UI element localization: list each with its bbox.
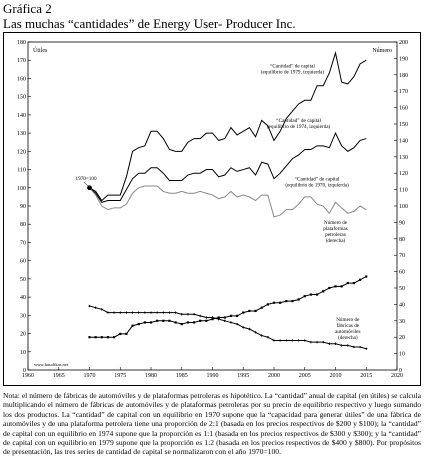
data-point: [138, 311, 140, 313]
data-point: [125, 311, 127, 313]
data-point: [365, 347, 367, 349]
y-right-tick-label: 60: [399, 269, 405, 276]
data-point: [279, 302, 281, 304]
data-point: [310, 293, 312, 295]
y-right-tick-label: 0: [399, 368, 402, 374]
series-line-1: [90, 133, 367, 202]
data-point: [168, 320, 170, 322]
y-left-tick-label: 130: [17, 131, 26, 138]
y-left-tick-label: 120: [17, 149, 26, 156]
data-point: [242, 312, 244, 314]
data-point: [131, 325, 133, 327]
data-point: [175, 321, 177, 323]
y-right-tick-label: 120: [399, 171, 408, 178]
series-annotation-line: fábricas de: [336, 322, 360, 329]
data-point: [150, 321, 152, 323]
y-left-tick-label: 160: [17, 76, 26, 83]
y-left-tick-label: 100: [17, 185, 26, 192]
series-annotation: [323, 220, 348, 244]
data-point: [341, 285, 343, 287]
source-label: www.hasolikas.net: [34, 362, 68, 367]
y-right-tick-label: 130: [399, 154, 408, 161]
y-left-tick-label: 20: [20, 331, 26, 338]
series-annotation-line: “Cantidad” de capital: [276, 118, 321, 125]
series-annotation-line: automóviles: [335, 328, 361, 335]
data-point: [187, 321, 189, 323]
data-point: [347, 282, 349, 284]
data-point: [150, 311, 152, 313]
data-point: [224, 316, 226, 318]
data-point: [334, 343, 336, 345]
data-point: [248, 310, 250, 312]
series-annotation-line: Número de: [323, 220, 348, 227]
data-point: [316, 341, 318, 343]
data-point: [322, 341, 324, 343]
data-point: [304, 295, 306, 297]
y-right-tick-label: 10: [399, 351, 405, 358]
data-point: [187, 313, 189, 315]
x-tick-label: 1990: [206, 373, 219, 379]
chart-note: Nota: el número de fábricas de automóviles y de plataformas petroleras es hipotético. La “cantidad” anual de capital (en útiles) se calcula multiplicando el número de fábricas de automóviles y de plataformas petroleras por su precio de equilibrio respectivo y luego sumando los dos productos. La “cantidad” de capital con un equilibrio en 1970 supone que la “capacidad para generar útiles” de una fábrica de automóviles y de una plataforma petrolera tiene una proporción de 2:1 (basada en los precios respectivos de $200 y $100); la “cantidad” de capital con un equilibrio en 1974 supone que la proporción es 1:1 (basada en los precios respectivos de $300 y $300); y la “cantidad” de capital con un equilibrio en 1979 supone que la proporción es 1:2 (basada en los precios respectivos de $400 y $800). Por propósitos de presentación, las tres series de cantidad de capital se normalizaron con el año 1970=100.: [3, 391, 421, 457]
y-left-tick-label: 60: [20, 258, 26, 265]
figure-caption: Las muchas “cantidades” de Energy User- Producer Inc.: [3, 16, 296, 31]
data-point: [113, 336, 115, 338]
data-point: [230, 315, 232, 317]
y-left-tick-label: 30: [20, 313, 26, 320]
y-right-tick-label: 160: [399, 105, 408, 112]
y-left-tick-label: 90: [20, 204, 26, 210]
x-tick-label: 2000: [268, 373, 280, 379]
data-point: [193, 313, 195, 315]
y-right-tick-label: 200: [399, 40, 408, 46]
data-point: [334, 285, 336, 287]
data-point: [156, 311, 158, 313]
data-point: [353, 282, 355, 284]
data-point: [285, 339, 287, 341]
data-point: [88, 305, 90, 307]
x-tick-label: 1995: [237, 373, 250, 379]
series-annotation-line: petroleras: [325, 232, 346, 239]
data-point: [347, 344, 349, 346]
y-right-tick-label: 70: [399, 253, 405, 260]
x-tick-label: 2015: [360, 373, 373, 379]
data-point: [273, 302, 275, 304]
data-point: [205, 316, 207, 318]
y-left-axis-label: Útiles: [33, 48, 48, 54]
series-annotation-line: Número de: [336, 316, 360, 323]
data-point: [119, 333, 121, 335]
y-right-tick-label: 110: [399, 187, 408, 194]
y-right-tick-label: 170: [399, 89, 408, 96]
y-left-tick-label: 80: [20, 222, 26, 229]
data-point: [205, 320, 207, 322]
x-tick-label: 1970: [83, 373, 96, 379]
y-left-tick-label: 70: [20, 240, 26, 247]
data-point: [359, 346, 361, 348]
data-point: [359, 279, 361, 281]
data-point: [328, 343, 330, 345]
data-point: [162, 320, 164, 322]
data-point: [119, 311, 121, 313]
data-point: [88, 336, 90, 338]
y-right-tick-label: 190: [399, 56, 408, 63]
x-tick-label: 1965: [52, 373, 65, 379]
y-right-tick-label: 50: [399, 286, 405, 292]
data-point: [181, 323, 183, 325]
data-point: [304, 339, 306, 341]
x-tick-label: 2010: [329, 373, 342, 379]
data-point: [353, 346, 355, 348]
y-right-tick-label: 80: [399, 236, 405, 243]
x-tick-label: 1960: [22, 373, 34, 379]
y-right-tick-label: 30: [399, 318, 405, 325]
data-point: [125, 333, 127, 335]
series-line-2: [90, 186, 367, 217]
data-point: [113, 311, 115, 313]
data-point: [279, 339, 281, 341]
y-right-tick-label: 90: [399, 220, 405, 227]
series-annotation-line: (derecha): [338, 334, 358, 341]
data-point: [291, 339, 293, 341]
y-right-axis-label: Número: [372, 48, 392, 54]
data-point: [144, 321, 146, 323]
data-point: [310, 341, 312, 343]
data-point: [174, 311, 176, 313]
y-left-tick-label: 150: [17, 94, 26, 101]
series-annotation-line: “Cantidad” de capital: [294, 176, 340, 183]
series-annotation-line: (equilibrio de 1979, izquierda): [260, 69, 325, 76]
data-point: [95, 336, 97, 338]
y-left-tick-label: 170: [17, 58, 26, 65]
data-point: [101, 336, 103, 338]
data-point: [254, 310, 256, 312]
y-right-tick-label: 100: [399, 204, 408, 210]
y-right-tick-label: 180: [399, 72, 408, 79]
x-tick-label: 2005: [298, 373, 311, 379]
data-point: [285, 300, 287, 302]
data-point: [316, 293, 318, 295]
data-point: [261, 307, 263, 309]
data-point: [131, 311, 133, 313]
data-point: [193, 321, 195, 323]
series-annotation-line: plataformas: [323, 226, 348, 233]
y-left-tick-label: 50: [20, 276, 26, 283]
series-line-3: [90, 277, 367, 338]
data-point: [144, 311, 146, 313]
series-annotation: [335, 317, 360, 341]
start-marker: [87, 185, 92, 190]
data-point: [365, 275, 367, 277]
data-point: [138, 323, 140, 325]
y-left-tick-label: 0: [23, 368, 26, 374]
data-point: [94, 306, 96, 308]
x-tick-label: 1975: [114, 373, 127, 379]
y-right-tick-label: 140: [399, 138, 408, 145]
data-point: [181, 313, 183, 315]
series-annotation: [261, 63, 325, 76]
start-marker-label: 1970=100: [75, 175, 97, 182]
x-tick-label: 1985: [175, 373, 188, 379]
data-point: [267, 303, 269, 305]
data-point: [168, 311, 170, 313]
data-point: [199, 315, 201, 317]
y-left-tick-label: 110: [17, 167, 26, 174]
data-point: [328, 287, 330, 289]
y-left-tick-label: 140: [17, 112, 26, 119]
data-point: [156, 320, 158, 322]
data-point: [199, 320, 201, 322]
data-point: [162, 311, 164, 313]
data-point: [224, 320, 226, 322]
figure-number: Gráfica 2: [3, 1, 52, 16]
y-right-tick-label: 150: [399, 122, 408, 128]
series-annotation: [267, 117, 331, 130]
data-point: [291, 300, 293, 302]
y-left-tick-label: 180: [17, 40, 26, 46]
y-right-tick-label: 40: [399, 302, 405, 309]
series-annotation-line: (equilibrio de 1974, izquierda): [266, 124, 331, 131]
series-annotation-line: “Cantidad” de capital: [270, 63, 315, 70]
series-annotation-line: (equilibrio de 1970, izquierda): [285, 182, 349, 189]
y-right-tick-label: 20: [399, 335, 405, 342]
series-annotation-line: (derecha): [325, 238, 346, 245]
x-tick-label: 1980: [145, 373, 157, 379]
x-tick-label: 2020: [391, 373, 403, 379]
start-marker-pointer: [84, 182, 89, 187]
y-left-tick-label: 40: [20, 295, 26, 302]
data-point: [230, 321, 232, 323]
series-annotation: [285, 175, 349, 188]
data-point: [322, 290, 324, 292]
data-point: [107, 336, 109, 338]
y-left-tick-label: 10: [20, 349, 26, 356]
data-point: [340, 344, 342, 346]
data-point: [236, 315, 238, 317]
data-point: [297, 339, 299, 341]
data-point: [298, 298, 300, 300]
